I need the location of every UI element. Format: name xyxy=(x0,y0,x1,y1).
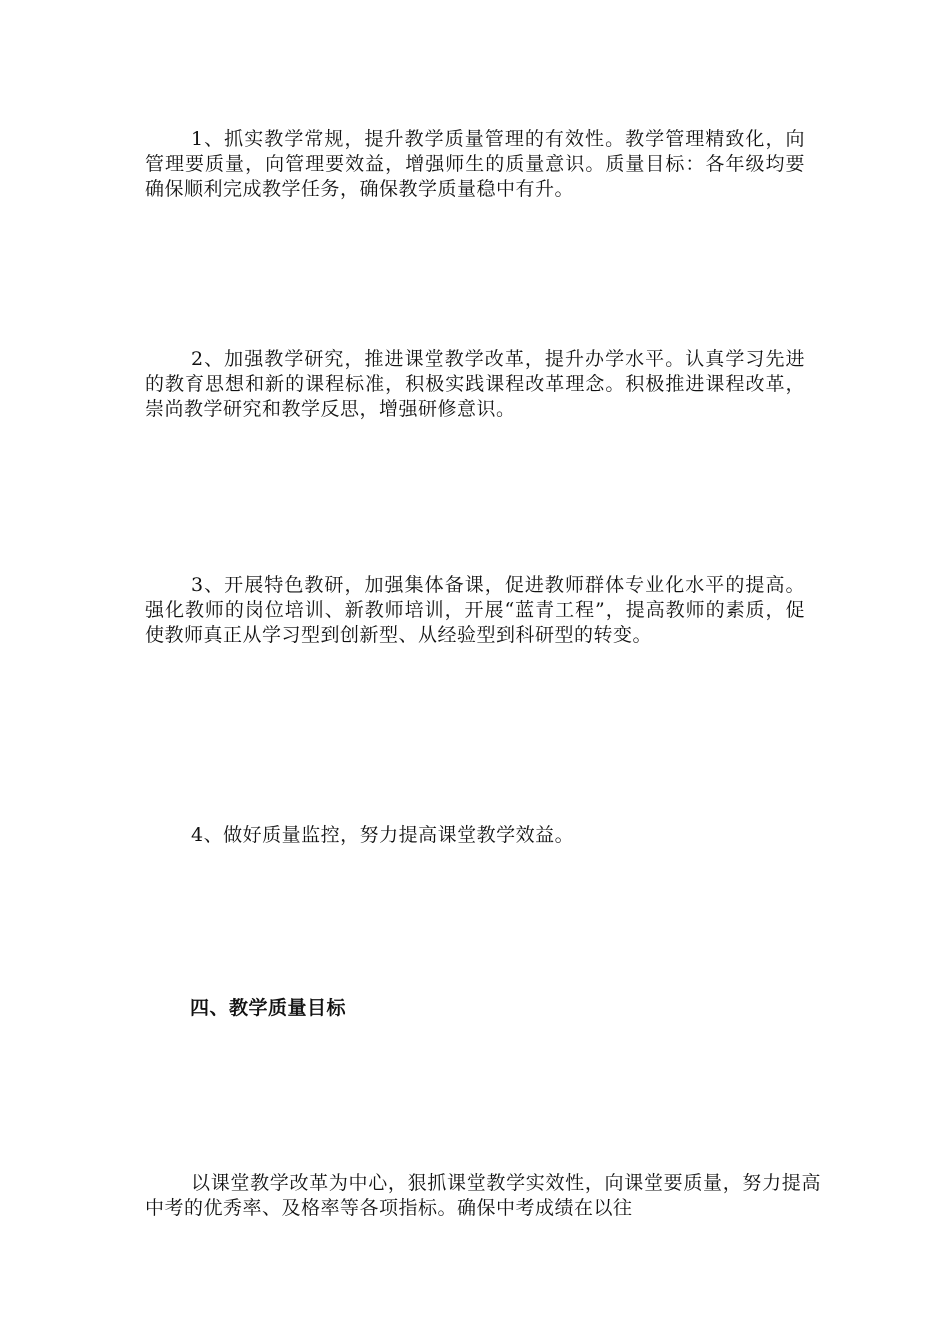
paragraph-3: 3、开展特色教研，加强集体备课，促进教师群体专业化水平的提高。强化教师的岗位培训、新教师培训，开展“蓝青工程”，提高教师的素质，促使教师真正从学习型到创新型、从经验型到科研型的转变。 xyxy=(145,574,805,646)
paragraph-1: 1、抓实教学常规，提升教学质量管理的有效性。教学管理精致化，向管理要质量，向管理要效益，增强师生的质量意识。质量目标：各年级均要确保顺利完成教学任务，确保教学质量稳中有升。 xyxy=(145,128,805,200)
section-heading: 四、教学质量目标 xyxy=(190,997,347,1019)
final-paragraph: 以课堂教学改革为中心，狠抓课堂教学实效性，向课堂要质量，努力提高中考的优秀率、及格率等各项指标。确保中考成绩在以往 xyxy=(145,1172,821,1219)
paragraph-2: 2、加强教学研究，推进课堂教学改革，提升办学水平。认真学习先进的教育思想和新的课程标准，积极实践课程改革理念。积极推进课程改革，崇尚教学研究和教学反思，增强研修意识。 xyxy=(145,348,805,420)
paragraph-4: 4、做好质量监控，努力提高课堂教学效益。 xyxy=(191,824,575,846)
